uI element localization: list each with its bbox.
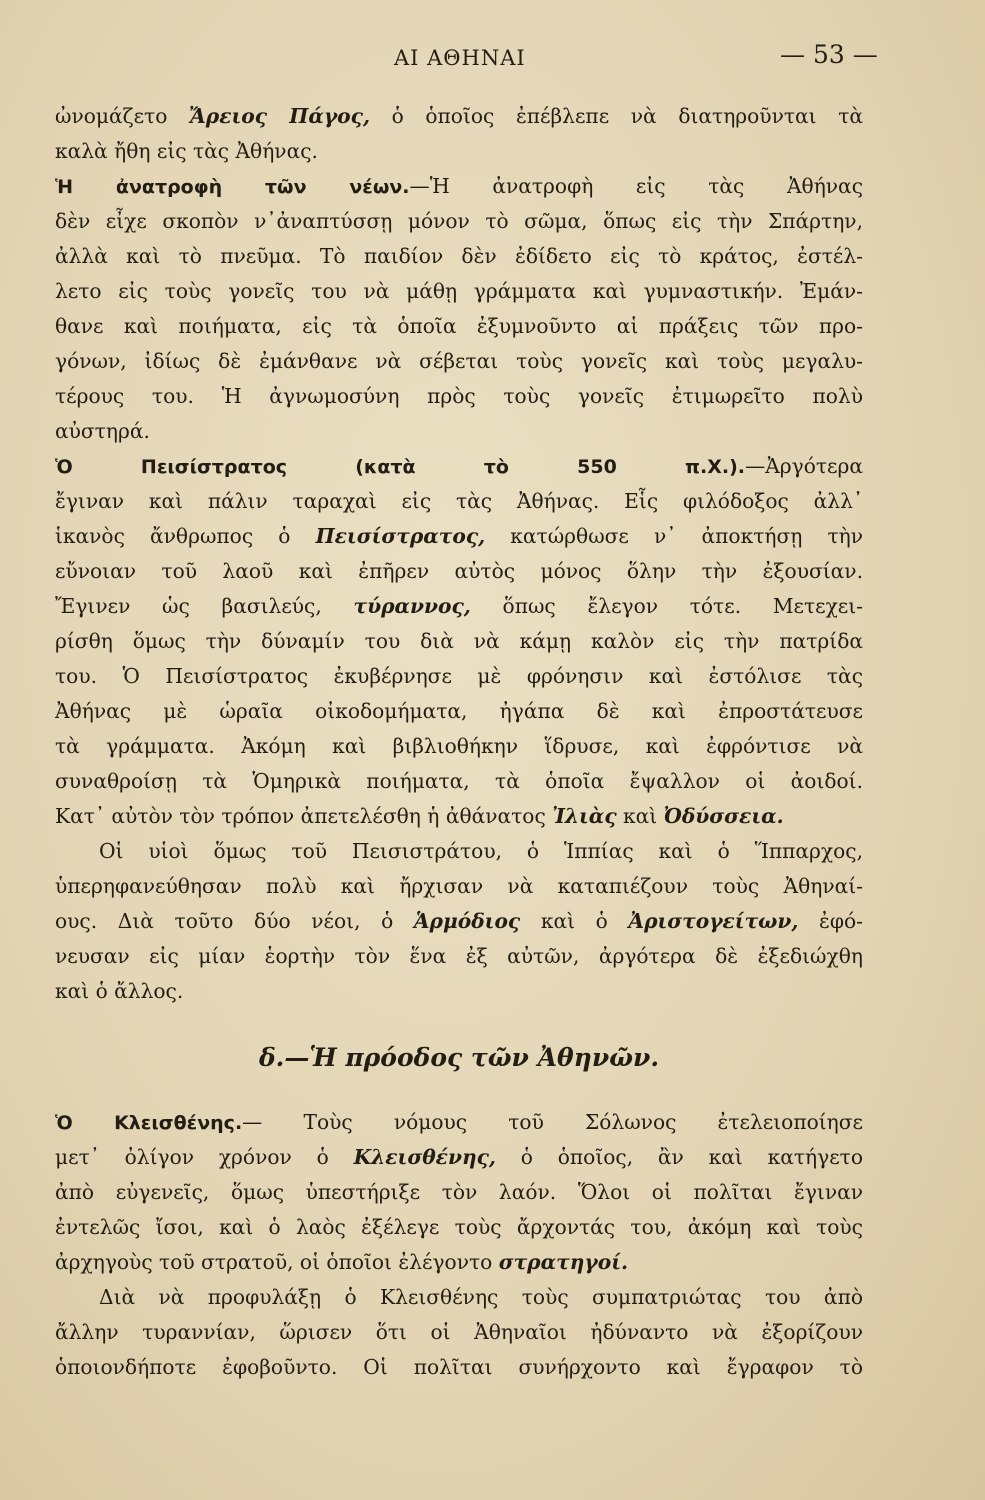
text-span: ους. Διὰ τοῦτο δύο νέοι, ὁ — [55, 909, 414, 933]
text-line — [55, 554, 863, 589]
emphasized-term: στρατηγοί. — [498, 1250, 628, 1274]
text-span: ἔγιναν καὶ πάλιν ταραχαὶ εἰς τὰς Ἀθήνας. Εἷς φιλόδοξος ἀλλ᾿ — [55, 489, 863, 513]
text-span: ὁ ὁποῖος ἐπέβλεπε νὰ διατηροῦνται τὰ — [369, 104, 863, 128]
text-line — [55, 624, 863, 659]
emphasized-term: Ἁρμόδιος — [413, 909, 521, 933]
text-line — [55, 694, 863, 729]
text-span: Ἀθήνας μὲ ὡραῖα οἰκοδομήματα, ἠγάπα δὲ καὶ ἐπροστάτευσε — [55, 699, 863, 723]
text-line — [55, 204, 863, 239]
emphasized-term: Πεισίστρατος, — [315, 524, 486, 548]
emphasized-term: Ἄρειος Πάγος, — [189, 104, 370, 128]
text-span: καὶ ὁ ἄλλος. — [55, 979, 184, 1003]
text-span: ὅπως ἔλεγον τότε. Μετεχει- — [470, 594, 863, 618]
text-span: του. Ὁ Πεισίστρατος ἐκυβέρνησε μὲ φρόνησιν καὶ ἐστόλισε τὰς — [55, 664, 863, 688]
emphasized-term: Ὀδύσσεια. — [663, 804, 784, 828]
emphasized-term: τύραννος, — [353, 594, 471, 618]
text-span: Οἱ υἱοὶ ὅμως τοῦ Πεισιστράτου, ὁ Ἱππίας καὶ ὁ Ἵππαρχος, — [99, 839, 863, 863]
text-line — [55, 729, 863, 764]
text-span: λετο εἰς τοὺς γονεῖς του νὰ μάθῃ γράμματα καὶ γυμναστικήν. Ἐμάν- — [55, 279, 863, 303]
text-line — [55, 1245, 863, 1280]
spacer — [55, 1083, 863, 1105]
run-in-heading: Ἡ ἀνατροφὴ τῶν νέων. — [55, 176, 410, 198]
text-line — [55, 1315, 863, 1350]
text-line — [55, 939, 863, 974]
text-line — [55, 134, 863, 169]
text-span: καὶ — [616, 804, 664, 828]
emphasized-term: Ἰλιὰς — [552, 804, 617, 828]
text-span: δὲν εἶχε σκοπὸν ν᾿ἀναπτύσσῃ μόνον τὸ σῶμα, ὅπως εἰς τὴν Σπάρτην, — [55, 209, 863, 233]
run-in-heading: Ὁ Κλεισθένης. — [55, 1112, 243, 1134]
text-line — [55, 519, 863, 554]
text-line — [55, 1105, 863, 1140]
text-line — [55, 169, 863, 204]
text-span: ἀρχηγοὺς τοῦ στρατοῦ, οἱ ὁποῖοι ἐλέγοντο — [55, 1250, 499, 1274]
text-span: ἀλλὰ καὶ τὸ πνεῦμα. Τὸ παιδίον δὲν ἐδίδετο εἰς τὸ κράτος, ἐστέλ- — [55, 244, 863, 268]
text-span: Διὰ νὰ προφυλάξῃ ὁ Κλεισθένης τοὺς συμπατριώτας του ἀπὸ — [99, 1285, 863, 1309]
spacer — [55, 1009, 863, 1033]
text-line — [55, 1280, 863, 1315]
text-span: καὶ ὁ — [520, 909, 629, 933]
text-span: — Τοὺς νόμους τοῦ Σόλωνος ἐτελειοποίησε — [242, 1110, 863, 1134]
text-span: μετ᾿ ὀλίγον χρόνον ὁ — [55, 1145, 354, 1169]
page-number: — 53 — — [780, 40, 878, 69]
text-span: ἐφό- — [798, 909, 863, 933]
text-span: ἀπὸ εὐγενεῖς, ὅμως ὑπεστήριξε τὸν λαόν. Ὅλοι οἱ πολῖται ἔγιναν — [55, 1180, 863, 1204]
text-line — [55, 869, 863, 904]
text-span: ἐντελῶς ἴσοι, καὶ ὁ λαὸς ἐξέλεγε τοὺς ἄρχοντάς του, ἀκόμη καὶ τοὺς — [55, 1215, 863, 1239]
text-span: νευσαν εἰς μίαν ἑορτὴν τὸν ἕνα ἐξ αὐτῶν, ἀργότερα δὲ ἐξεδιώχθη — [55, 944, 863, 968]
text-span: ὠνομάζετο — [55, 104, 189, 128]
text-line — [55, 1140, 863, 1175]
running-title: ΑΙ ΑΘΗΝΑΙ — [394, 46, 526, 70]
text-line — [55, 414, 863, 449]
text-line — [55, 834, 863, 869]
text-span: ὁποιονδήποτε ἐφοβοῦντο. Οἱ πολῖται συνήρχοντο καὶ ἔγραφον τὸ — [55, 1355, 863, 1379]
text-line — [55, 1350, 863, 1385]
text-line — [55, 589, 863, 624]
text-line — [55, 449, 863, 484]
text-line — [55, 379, 863, 414]
text-span: αὐστηρά. — [55, 419, 150, 443]
text-span: ἄλλην τυραννίαν, ὥρισεν ὅτι οἱ Ἀθηναῖοι ἠδύναντο νὰ ἐξορίζουν — [55, 1320, 863, 1344]
text-span: Ἔγινεν ὡς βασιλεύς, — [55, 594, 354, 618]
text-line — [55, 974, 863, 1009]
text-line — [55, 484, 863, 519]
text-span: συναθροίσῃ τὰ Ὁμηρικὰ ποιήματα, τὰ ὁποῖα ἔψαλλον οἱ ἀοιδοί. — [55, 769, 863, 793]
text-span: ὑπερηφανεύθησαν πολὺ καὶ ἤρχισαν νὰ καταπιέζουν τοὺς Ἀθηναί- — [55, 874, 863, 898]
text-span: γόνων, ἰδίως δὲ ἐμάνθανε νὰ σέβεται τοὺς γονεῖς καὶ τοὺς μεγαλυ- — [55, 349, 863, 373]
section-heading: δ.—Ἡ πρόοδος τῶν Ἀθηνῶν. — [258, 1043, 660, 1072]
text-line — [55, 799, 863, 834]
text-span: ὁ ὁποῖος, ἂν καὶ κατήγετο — [495, 1145, 863, 1169]
text-line — [55, 904, 863, 939]
text-span: —Ἡ ἀνατροφὴ εἰς τὰς Ἀθήνας — [409, 174, 863, 198]
emphasized-term: Κλεισθένης, — [353, 1145, 496, 1169]
text-span: τὰ γράμματα. Ἀκόμη καὶ βιβλιοθήκην ἵδρυσε, καὶ ἐφρόντισε νὰ — [55, 734, 863, 758]
text-span: —Ἀργότερα — [745, 454, 863, 478]
text-span: Κατ᾿ αὐτὸν τὸν τρόπον ἀπετελέσθη ἡ ἀθάνατος — [55, 804, 553, 828]
text-line — [55, 274, 863, 309]
body-text — [55, 99, 863, 1385]
text-span: ἱκανὸς ἄνθρωπος ὁ — [55, 524, 316, 548]
emphasized-term: Ἀριστογείτων, — [628, 909, 799, 933]
run-in-heading: Ὁ Πεισίστρατος (κατὰ τὸ 550 π.Χ.). — [55, 456, 746, 478]
text-span: εὔνοιαν τοῦ λαοῦ καὶ ἐπῆρεν αὐτὸς μόνος ὅλην τὴν ἐξουσίαν. — [55, 559, 863, 583]
page-header — [0, 40, 985, 76]
text-span: ρίσθη ὅμως τὴν δύναμίν του διὰ νὰ κάμῃ καλὸν εἰς τὴν πατρίδα — [55, 629, 863, 653]
text-line — [55, 239, 863, 274]
text-line — [55, 1175, 863, 1210]
text-line — [55, 99, 863, 134]
text-span: τέρους του. Ἡ ἀγνωμοσύνη πρὸς τοὺς γονεῖς ἐτιμωρεῖτο πολὺ — [55, 384, 863, 408]
text-line — [55, 344, 863, 379]
text-line — [55, 309, 863, 344]
text-span: θανε καὶ ποιήματα, εἰς τὰ ὁποῖα ἐξυμνοῦντο αἱ πράξεις τῶν προ- — [55, 314, 863, 338]
text-span: κατώρθωσε ν᾿ ἀποκτήσῃ τὴν — [485, 524, 863, 548]
text-line — [55, 659, 863, 694]
paragraphs-block-2 — [55, 1105, 863, 1385]
text-line — [55, 764, 863, 799]
paragraphs-block-1 — [55, 99, 863, 1009]
text-line — [55, 1210, 863, 1245]
text-span: καλὰ ἤθη εἰς τὰς Ἀθήνας. — [55, 139, 318, 163]
